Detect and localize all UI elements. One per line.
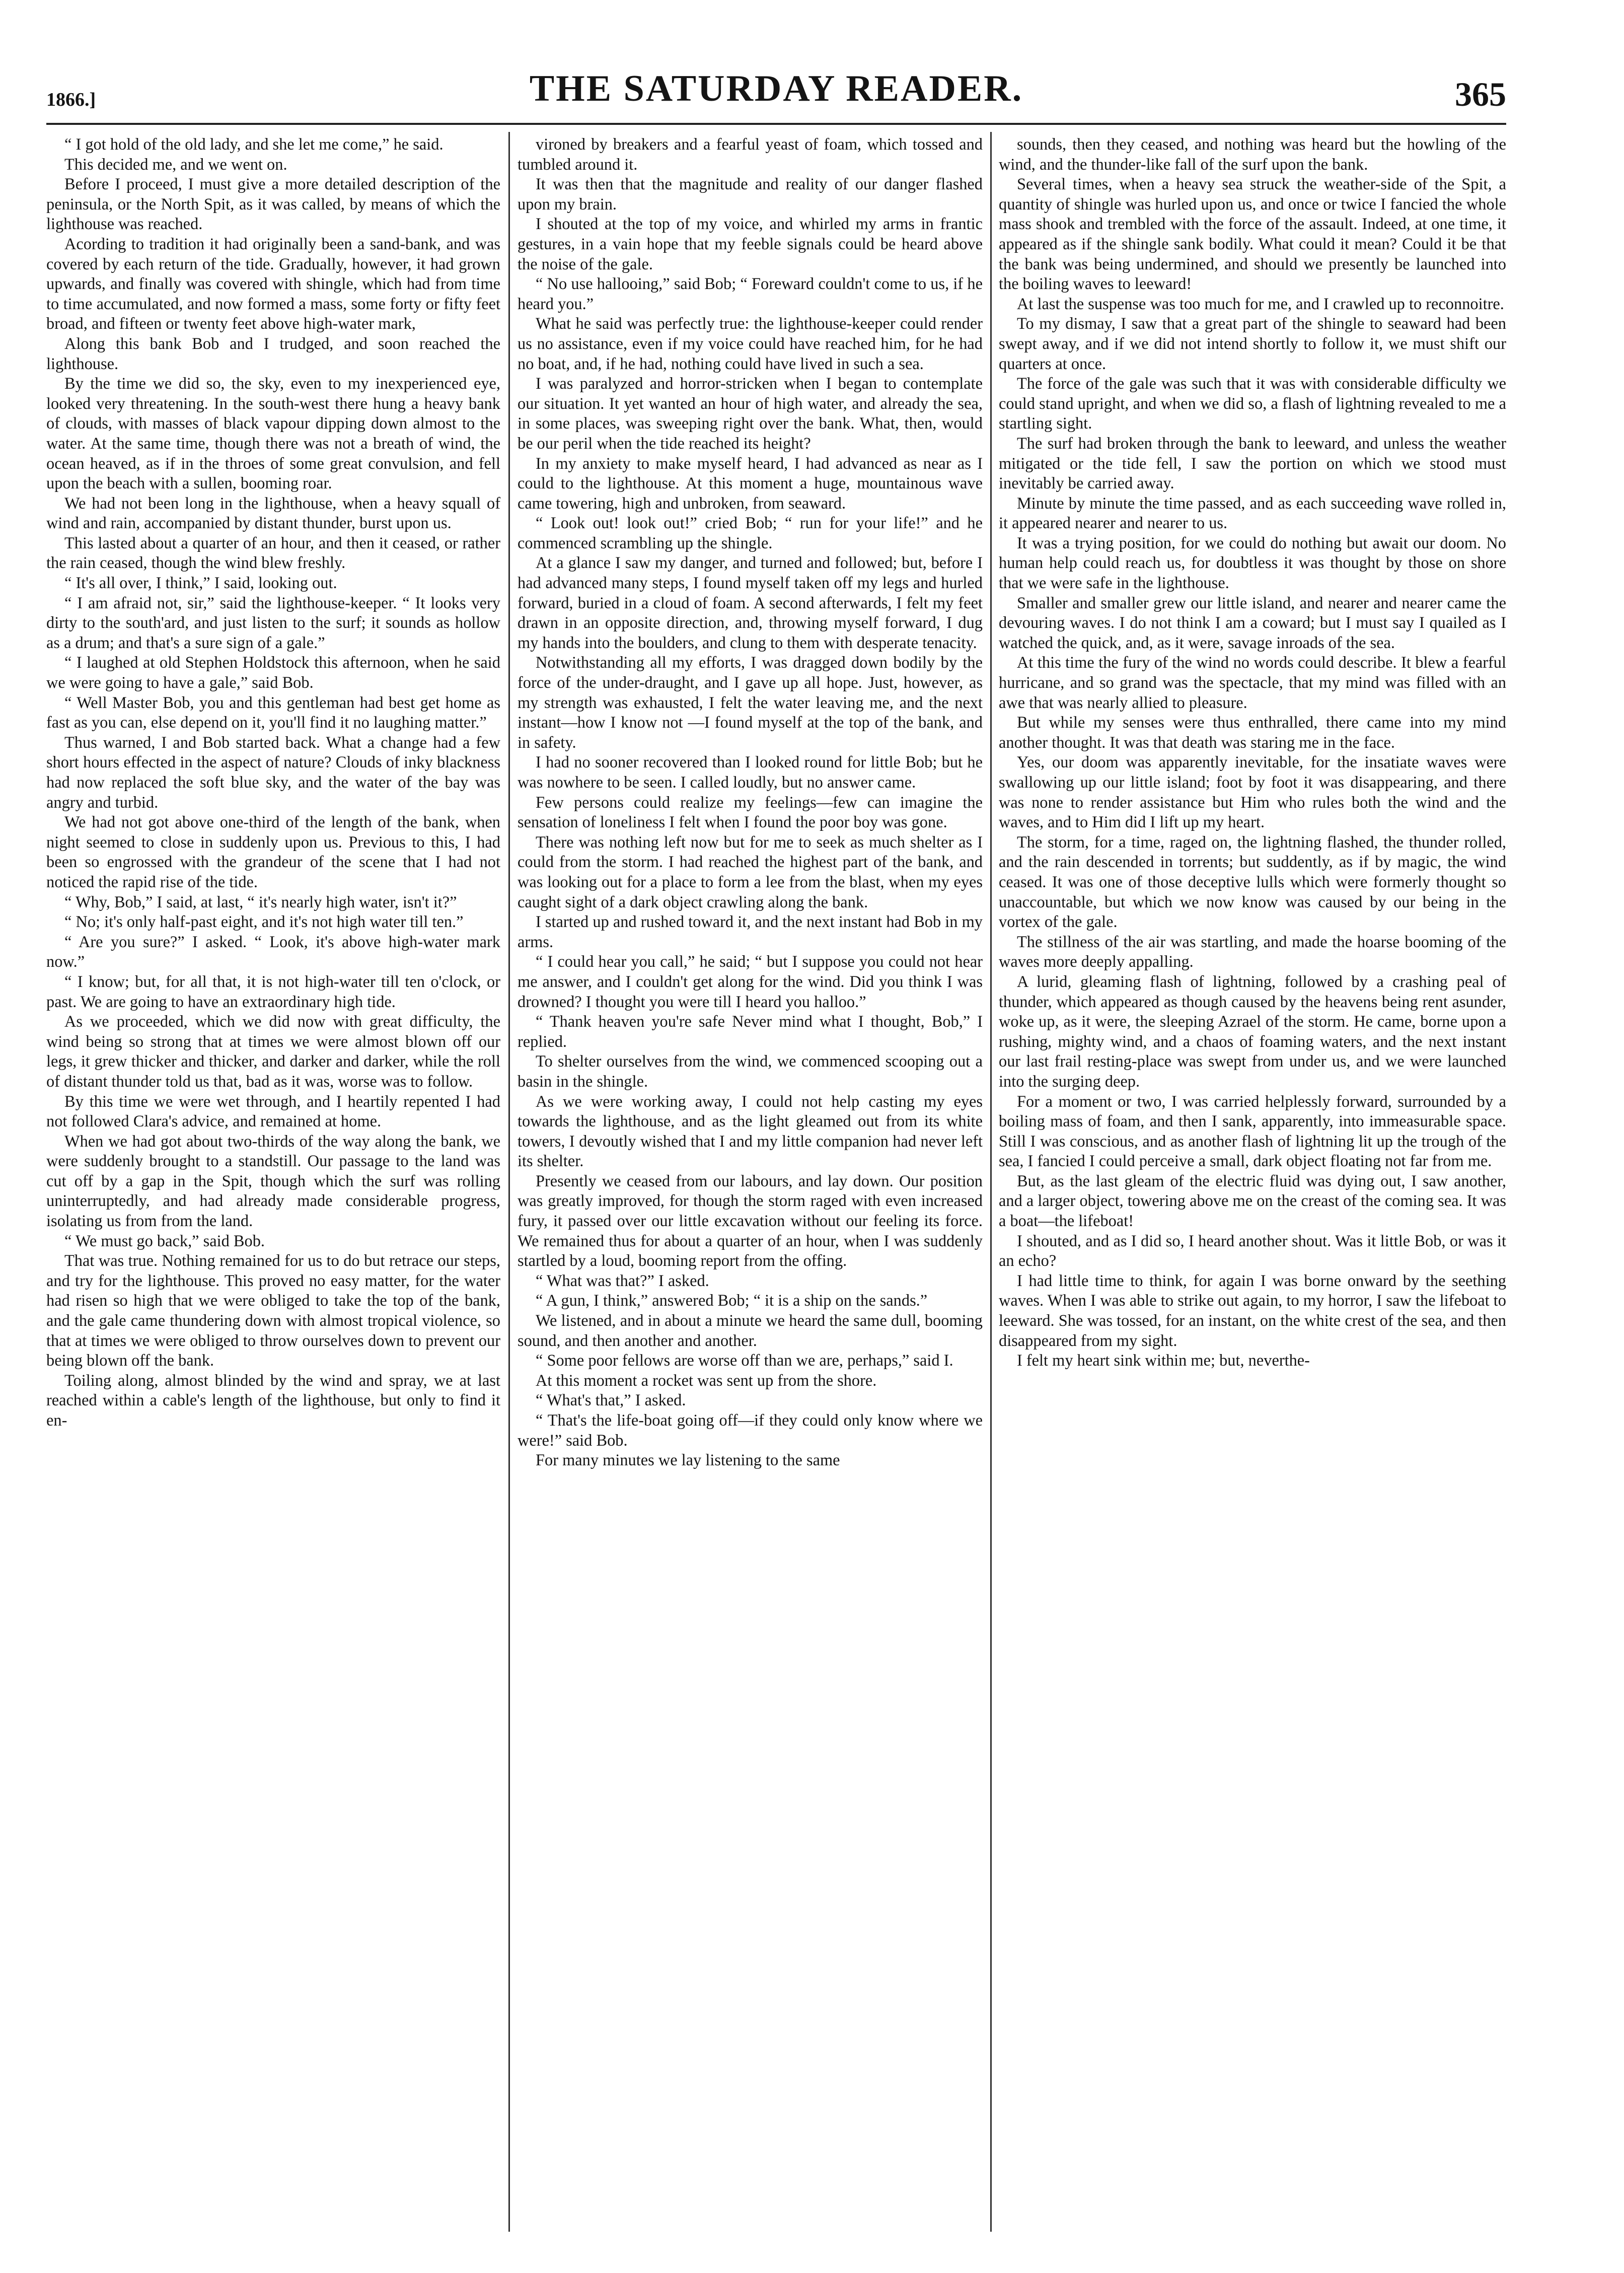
paragraph: As we proceeded, which we did now with great difficulty, the wind being so strong that at times we were almost blown off our legs, it grew thicker and thicker, and darker and darker, while the roll of distant thunder told us that, bad as it was, worse was to follow. — [46, 1013, 500, 1091]
paragraph: Before I proceed, I must give a more detailed description of the peninsula, or the North Spit, as it was called, by means of which the lighthouse was reached. — [46, 175, 500, 234]
paragraph: Smaller and smaller grew our little island, and nearer and nearer came the devouring waves. I do not think I am a coward; but I must say I quailed as I watched the quick, and, as it were, savage inroads of the sea. — [999, 594, 1506, 652]
paragraph: To my dismay, I saw that a great part of the shingle to seaward had been swept away, and if we did not intend shortly to follow it, we must shift our quarters at once. — [999, 315, 1506, 373]
paragraph: Yes, our doom was apparently inevitable, for the insatiate waves were swallowing up our little island; foot by foot it was disappearing, and there was none to render assistance but Him who rules both the wind and the waves, and to Him did I lift up my heart. — [999, 753, 1506, 832]
paragraph: “ What was that?” I asked. — [536, 1271, 709, 1290]
paragraph: Few persons could realize my feelings—few can imagine the sensation of loneliness I felt when I found the poor boy was gone. — [518, 793, 983, 832]
paragraph: I had little time to think, for again I was borne onward by the seething waves. When I was able to strike out again, to my horror, I saw the lifeboat to leeward. She was tossed, for an instant, on the white crest of the sea, and then disappeared from my sight. — [999, 1271, 1506, 1350]
paragraph: What he said was perfectly true: the lighthouse-keeper could render us no assistance, even if my voice could have reached him, for he had no boat, and, if he had, nothing could have lived in such a sea. — [518, 315, 983, 373]
paragraph: That was true. Nothing remained for us to do but retrace our steps, and try for the lighthouse. This proved no easy matter, for the water had risen so high that we were obliged to take the top of the bank, and the gale came thundering down with almost tropical violence, so that at times we were obliged to throw ourselves down to prevent our being blown off the bank. — [46, 1252, 500, 1370]
column-divider — [508, 132, 510, 2232]
paragraph: When we had got about two-thirds of the way along the bank, we were suddenly brought to a standstill. Our passage to the land was cut off by a gap in the Spit, though which the surf was rolling uninterruptedly, and had already made considerable progress, isolating us from from the land. — [46, 1132, 500, 1231]
paragraph: To shelter ourselves from the wind, we commenced scooping out a basin in the shingle. — [518, 1052, 983, 1091]
paragraph: Minute by minute the time passed, and as each succeeding wave rolled in, it appeared nearer and nearer to us. — [999, 494, 1506, 533]
paragraph: For many minutes we lay listening to the same — [536, 1451, 840, 1470]
paragraph: “ A gun, I think,” answered Bob; “ it is a ship on the sands.” — [536, 1292, 928, 1310]
issue-date: 1866.] — [46, 89, 96, 110]
paragraph: This lasted about a quarter of an hour, and then it ceased, or rather the rain ceased, though the wind blew freshly. — [46, 534, 500, 573]
paragraph: I started up and rushed toward it, and the next instant had Bob in my arms. — [518, 913, 983, 951]
paragraph: We had not got above one-third of the length of the bank, when night seemed to close in suddenly upon us. Previous to this, I had been so engrossed with the grandeur of the scene that I had not noticed the rapid rise of the tide. — [46, 813, 500, 891]
paragraph: A lurid, gleaming flash of lightning, followed by a crashing peal of thunder, which appeared as though caused by the heavens being rent asunder, woke up, as it were, the sleeping Azrael of the storm. He came, borne upon a rushing, mighty wind, and a chaos of foaming waters, and the next instant our last frail resting-place was swept from under us, and we were launched into the surging deep. — [999, 972, 1506, 1091]
paragraph: But while my senses were thus enthralled, there came into my mind another thought. It was that death was staring me in the face. — [999, 714, 1506, 752]
paragraph: But, as the last gleam of the electric fluid was dying out, I saw another, and a larger object, towering above me on the creast of the coming sea. It was a boat—the lifeboat! — [999, 1172, 1506, 1231]
paragraph: I had no sooner recovered than I looked round for little Bob; but he was nowhere to be seen. I called loudly, but no answer came. — [518, 753, 983, 792]
paragraph: The force of the gale was such that it was with considerable difficulty we could stand upright, and when we did so, a flash of lightning revealed to me a startling sight. — [999, 375, 1506, 433]
paragraph: “ I know; but, for all that, it is not high-water till ten o'clock, or past. We are going to have an extraordinary high tide. — [46, 972, 500, 1011]
paragraph: “ Thank heaven you're safe Never mind what I thought, Bob,” I replied. — [518, 1013, 983, 1051]
paragraph: “ That's the life-boat going off—if they could only know where we were!” said Bob. — [518, 1411, 983, 1450]
paragraph: At last the suspense was too much for me, and I crawled up to reconnoitre. — [1017, 295, 1504, 313]
paragraph: At this moment a rocket was sent up from the shore. — [536, 1371, 877, 1390]
paragraph: By the time we did so, the sky, even to my inexperienced eye, looked very threatening. In the south-west there hung a heavy bank of clouds, with masses of black vapour dipping down almost to the water. At the same time, though there was not a breath of wind, the ocean heaved, as if in the throes of some great convulsion, and fell upon the beach with a sullen, booming roar. — [46, 375, 500, 493]
text-column-1 — [46, 135, 500, 2225]
paragraph: “ I got hold of the old lady, and she let me come,” he said. — [64, 135, 444, 154]
masthead-title: THE SATURDAY READER. — [529, 68, 1023, 109]
paragraph: In my anxiety to make myself heard, I had advanced as near as I could to the lighthouse. At this moment a huge, mountainous wave came towering, high and unbroken, from seaward. — [518, 454, 983, 513]
paragraph: “ I could hear you call,” he said; “ but I suppose you could not hear me answer, and I couldn't get along for the wind. Did you think I was drowned? I thought you were till I heard you halloo.” — [518, 953, 983, 1011]
paragraph: “ Are you sure?” I asked. “ Look, it's above high-water mark now.” — [46, 933, 500, 971]
page-number: 365 — [1455, 75, 1506, 113]
paragraph: At a glance I saw my danger, and turned and followed; but, before I had advanced many steps, I found myself taken off my legs and hurled forward, buried in a cloud of foam. A second afterwards, I felt my feet drawn in an opposite direction, and, throwing myself forward, I dug my hands into the boulders, and clung to them with desperate tenacity. — [518, 554, 983, 652]
paragraph: Notwithstanding all my efforts, I was dragged down bodily by the force of the under-draught, and I gave up all hope. Just, however, as my strength was exhausted, I felt the water leaving me, and the next instant—how I know not —I found myself at the top of the bank, and in safety. — [518, 654, 983, 752]
paragraph: This decided me, and we went on. — [64, 155, 287, 174]
paragraph: We had not been long in the lighthouse, when a heavy squall of wind and rain, accompanied by distant thunder, burst upon us. — [46, 494, 500, 533]
paragraph: sounds, then they ceased, and nothing was heard but the howling of the wind, and the thunder-like fall of the surf upon the bank. — [999, 135, 1506, 174]
paragraph: “ No; it's only half-past eight, and it's not high water till ten.” — [64, 913, 464, 932]
paragraph: I felt my heart sink within me; but, neverthe- — [1017, 1352, 1310, 1370]
paragraph: It was then that the magnitude and reality of our danger flashed upon my brain. — [518, 175, 983, 214]
paragraph: “ Well Master Bob, you and this gentleman had best get home as fast as you can, else depend on it, you'll find it no laughing matter.” — [46, 693, 500, 732]
paragraph: “ It's all over, I think,” I said, looking out. — [64, 574, 337, 593]
paragraph: “ Some poor fellows are worse off than we are, perhaps,” said I. — [536, 1352, 953, 1370]
paragraph: For a moment or two, I was carried helplessly forward, surrounded by a boiling mass of foam, and then I sank, apparently, into immeasurable space. Still I was conscious, and as another flash of lightning lit up the trough of the sea, I fancied I could perceive a small, dark object floating not far from me. — [999, 1092, 1506, 1171]
paragraph: The stillness of the air was startling, and made the hoarse booming of the waves more deeply appalling. — [999, 933, 1506, 971]
paragraph: Thus warned, I and Bob started back. What a change had a few short hours effected in the aspect of nature? Clouds of inky blackness had now replaced the soft blue sky, and the water of the bay was angry and turbid. — [46, 733, 500, 812]
paragraph: “ We must go back,” said Bob. — [64, 1232, 265, 1250]
paragraph: Acording to tradition it had originally been a sand-bank, and was covered by each return of the tide. Gradually, however, it had grown upwards, and finally was covered with shingle, which had from time to time accumulated, and now formed a mass, some forty or fifty feet broad, and fifteen or twenty feet above high-water mark, — [46, 235, 500, 333]
paragraph: There was nothing left now but for me to seek as much shelter as I could from the storm. I had reached the highest part of the bank, and was looking out for a place to form a lee from the blast, when my eyes caught sight of a dark object crawling along the bank. — [518, 833, 983, 911]
paragraph: Along this bank Bob and I trudged, and soon reached the lighthouse. — [46, 334, 500, 373]
paragraph: “ What's that,” I asked. — [536, 1391, 686, 1410]
paragraph: At this time the fury of the wind no words could describe. It blew a fearful hurricane, and so grand was the spectacle, that my mind was filled with an awe that was nearly allied to pleasure. — [999, 654, 1506, 712]
column-divider — [990, 132, 992, 2232]
paragraph: “ Look out! look out!” cried Bob; “ run for your life!” and he commenced scrambling up the shingle. — [518, 514, 983, 552]
text-column-2 — [518, 135, 983, 2225]
page-header — [46, 64, 1506, 120]
paragraph: I shouted, and as I did so, I heard another shout. Was it little Bob, or was it an echo? — [999, 1232, 1506, 1270]
paragraph: “ No use hallooing,” said Bob; “ Foreward couldn't come to us, if he heard you.” — [518, 275, 983, 313]
paragraph: By this time we were wet through, and I heartily repented I had not followed Clara's advice, and remained at home. — [46, 1092, 500, 1131]
paragraph: We listened, and in about a minute we heard the same dull, booming sound, and then another and another. — [518, 1312, 983, 1350]
paragraph: “ I laughed at old Stephen Holdstock this afternoon, when he said we were going to have a gale,” said Bob. — [46, 654, 500, 692]
paragraph: I was paralyzed and horror-stricken when I began to contemplate our situation. It yet wanted an hour of high water, and already the sea, in some places, was sweeping right over the bank. What, then, would be our peril when the tide reached its height? — [518, 375, 983, 453]
paragraph: As we were working away, I could not help casting my eyes towards the lighthouse, and as the light gleamed out from its white towers, I devoutly wished that I and my little companion had never left its shelter. — [518, 1092, 983, 1171]
paragraph: “ Why, Bob,” I said, at last, “ it's nearly high water, isn't it?” — [64, 893, 457, 911]
paragraph: “ I am afraid not, sir,” said the lighthouse-keeper. “ It looks very dirty to the south'ard, and just listen to the surf; it sounds as hollow as a drum; and that's a sure sign of a gale.” — [46, 594, 500, 652]
paragraph: It was a trying position, for we could do nothing but await our doom. No human help could reach us, for doubtless it was thought by those on shore that we were safe in the lighthouse. — [999, 534, 1506, 593]
header-rule — [46, 123, 1506, 125]
paragraph: Presently we ceased from our labours, and lay down. Our position was greatly improved, for though the storm raged with even increased fury, it passed over our little excavation without our feeling its force. We remained thus for about a quarter of an hour, when I was suddenly startled by a loud, booming report from the offing. — [518, 1172, 983, 1270]
paragraph: Toiling along, almost blinded by the wind and spray, we at last reached within a cable's length of the lighthouse, but only to find it en- — [46, 1371, 500, 1430]
paragraph: The surf had broken through the bank to leeward, and unless the weather mitigated or the tide fell, I saw the portion on which we stood must inevitably be carried away. — [999, 434, 1506, 493]
text-column-3 — [999, 135, 1506, 2225]
paragraph: Several times, when a heavy sea struck the weather-side of the Spit, a quantity of shingle was hurled upon us, and once or twice I fancied the whole mass shook and trembled with the force of the assault. Indeed, at one time, it appeared as if the shingle sank bodily. What could it mean? Could it be that the bank was being undermined, and should we presently be launched into the boiling waves to leeward! — [999, 175, 1506, 294]
paragraph: I shouted at the top of my voice, and whirled my arms in frantic gestures, in a vain hope that my feeble signals could be heard above the noise of the gale. — [518, 215, 983, 273]
paragraph: vironed by breakers and a fearful yeast of foam, which tossed and tumbled around it. — [518, 135, 983, 174]
paragraph: The storm, for a time, raged on, the lightning flashed, the thunder rolled, and the rain descended in torrents; but suddently, as if by magic, the wind ceased. It was one of those deceptive lulls which were formerly thought so unaccountable, but which we now know was caused by our being in the vortex of the gale. — [999, 833, 1506, 932]
